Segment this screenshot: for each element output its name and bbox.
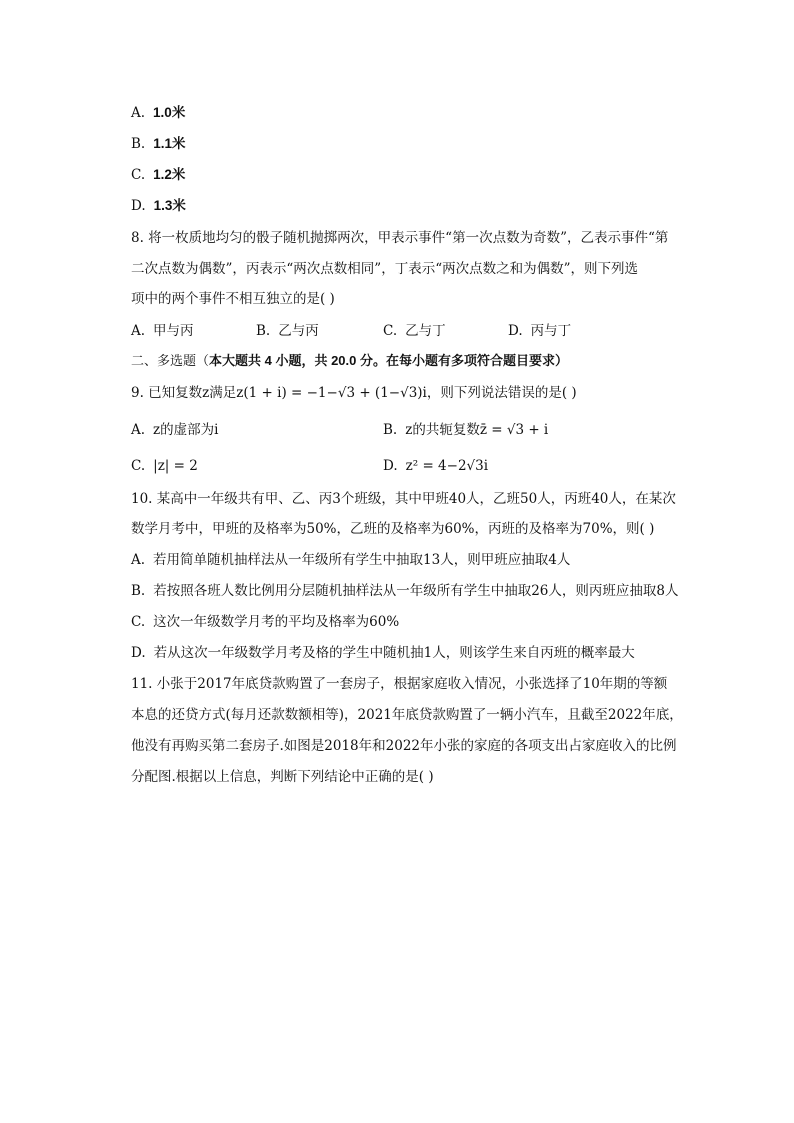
option-letter: B. — [383, 422, 398, 438]
q9-option-c — [131, 456, 198, 476]
q11-stem-line-2: 本息的还贷方式(每月还款数额相等)，2021年底贷款购置了一辆小汽车，且截至2022年底， — [131, 707, 683, 723]
option-letter: C. — [383, 323, 398, 339]
option-text: 若从这次一年级数学月考及格的学生中随机抽1人，则该学生来自丙班的概率最大 — [153, 645, 635, 661]
q9-option-b — [383, 420, 548, 440]
option-text: 1.2米 — [153, 167, 186, 182]
option-letter: A. — [131, 323, 146, 339]
q8-stem-line-2: 二次点数为偶数”，丙表示“两次点数相同”，丁表示“两次点数之和为偶数”，则下列选 — [131, 261, 639, 277]
q8-option-d — [508, 321, 571, 341]
option-text: 若按照各班人数比例用分层随机抽样法从一年级所有学生中抽取26人，则丙班应抽取8人 — [153, 583, 679, 599]
section-heading — [131, 351, 568, 372]
option-text: 这次一年级数学月考的平均及格率为60% — [153, 614, 400, 630]
q11-stem-line-4: 分配图.根据以上信息，判断下列结论中正确的是( ) — [131, 769, 434, 785]
option-letter: B. — [256, 323, 271, 339]
option-text: 1.1米 — [153, 136, 186, 151]
option-text: 1.0米 — [153, 105, 186, 120]
q9-option-d — [383, 456, 488, 476]
section-heading-prefix: 二、多选题（ — [131, 354, 210, 369]
option-letter: C. — [131, 614, 146, 630]
option-text: z² = 4−2√3i — [405, 458, 489, 474]
q9-stem: 9. 已知复数z满足z(1 + i) = −1−√3 + (1−√3)i，则下列说法错误的是( ) — [131, 385, 577, 401]
q7-option-d — [131, 196, 186, 216]
option-text: 1.3米 — [153, 198, 186, 213]
option-letter: D. — [131, 198, 146, 214]
option-letter: C. — [131, 167, 146, 183]
q10-option-c — [131, 612, 399, 632]
option-letter: A. — [131, 552, 146, 568]
option-text: z的共轭复数z̄ = √3 + i — [405, 422, 549, 438]
option-letter: C. — [131, 458, 146, 474]
q8-stem-line-1: 8. 将一枚质地均匀的骰子随机抛掷两次，甲表示事件“第一次点数为奇数”，乙表示事件“第 — [131, 230, 669, 246]
q10-option-b — [131, 581, 679, 601]
q7-option-a — [131, 103, 185, 123]
q8-option-a — [131, 321, 194, 341]
q8-option-c — [383, 321, 446, 341]
option-letter: A. — [131, 422, 146, 438]
option-text: z的虚部为i — [153, 422, 219, 438]
option-text: 若用简单随机抽样法从一年级所有学生中抽取13人，则甲班应抽取4人 — [153, 552, 571, 568]
q10-option-d — [131, 643, 635, 663]
q8-stem-line-3: 项中的两个事件不相互独立的是( ) — [131, 291, 335, 307]
q8-option-b — [256, 321, 319, 341]
q10-stem-line-1: 10. 某高中一年级共有甲、乙、丙3个班级，其中甲班40人，乙班50人，丙班40人，在某次 — [131, 491, 676, 507]
q7-option-c — [131, 165, 185, 185]
section-heading-detail: 本大题共 4 小题，共 20.0 分。在每小题有多项符合题目要求） — [209, 353, 568, 368]
option-letter: B. — [131, 583, 146, 599]
q7-option-b — [131, 134, 186, 154]
q10-option-a — [131, 550, 570, 570]
option-text: 甲与丙 — [153, 323, 194, 339]
option-letter: D. — [131, 645, 146, 661]
option-letter: D. — [508, 323, 523, 339]
q11-stem-line-3: 他没有再购买第二套房子.如图是2018年和2022年小张的家庭的各项支出占家庭收入的比例 — [131, 738, 677, 754]
option-text: 乙与丁 — [405, 323, 446, 339]
q10-stem-line-2: 数学月考中，甲班的及格率为50%，乙班的及格率为60%，丙班的及格率为70%，则( ) — [131, 521, 655, 537]
option-text: 乙与丙 — [278, 323, 319, 339]
option-text: 丙与丁 — [530, 323, 572, 339]
q9-option-a — [131, 420, 218, 440]
option-text: |z| = 2 — [153, 458, 198, 474]
option-letter: A. — [131, 105, 146, 121]
q11-stem-line-1: 11. 小张于2017年底贷款购置了一套房子，根据家庭收入情况，小张选择了10年期的等额 — [131, 676, 668, 692]
option-letter: B. — [131, 136, 146, 152]
option-letter: D. — [383, 458, 398, 474]
